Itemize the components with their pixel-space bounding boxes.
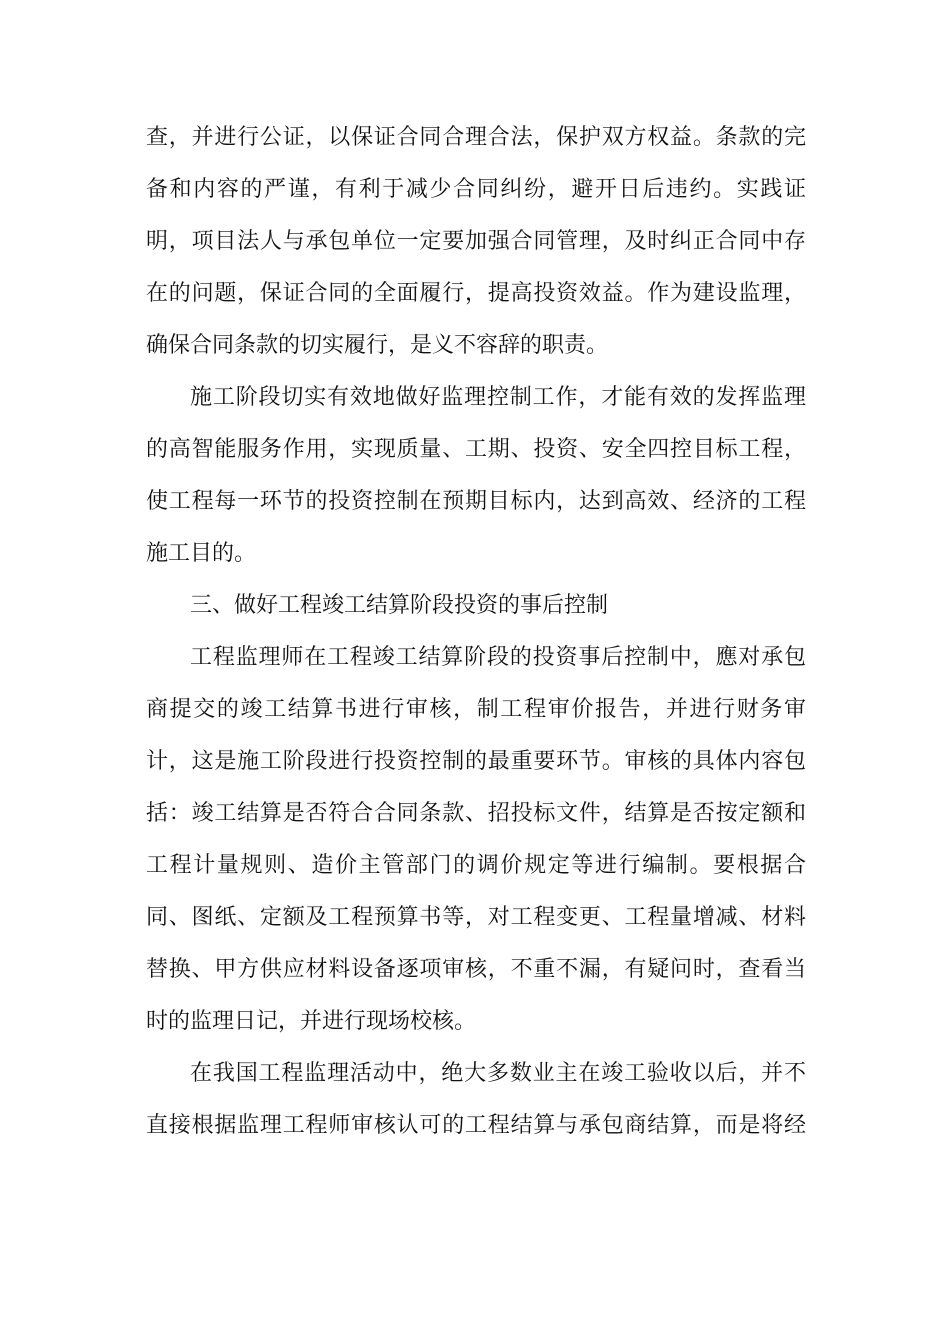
text-line: 商提交的竣工结算书进行审核，制工程审价报告，并进行财务审 — [146, 697, 806, 722]
text-line: 确保合同条款的切实履行，是义不容辞的职责。 — [146, 333, 609, 358]
text-line: 计，这是施工阶段进行投资控制的最重要环节。审核的具体内容包 — [146, 749, 806, 774]
paragraph-start-line: 施工阶段切实有效地做好监理控制工作，才能有效的发挥监理 — [190, 385, 806, 410]
body-text — [146, 112, 806, 1152]
text-line: 施工目的。 — [146, 541, 257, 566]
text-line: 时的监理日记，并进行现场校核。 — [146, 1009, 477, 1034]
text-line: 替换、甲方供应材料设备逐项审核，不重不漏，有疑问时，查看当 — [146, 957, 806, 982]
text-line: 工程计量规则、造价主管部门的调价规定等进行编制。要根据合 — [146, 853, 806, 878]
text-line: 查，并进行公证，以保证合同合理合法，保护双方权益。条款的完 — [146, 125, 806, 150]
text-line: 同、图纸、定额及工程预算书等，对工程变更、工程量增减、材料 — [146, 905, 806, 930]
text-line: 直接根据监理工程师审核认可的工程结算与承包商结算，而是将经 — [146, 1113, 806, 1138]
text-line: 在的问题，保证合同的全面履行，提高投资效益。作为建设监理， — [146, 281, 806, 306]
text-line: 括：竣工结算是否符合合同条款、招投标文件，结算是否按定额和 — [146, 801, 806, 826]
text-line: 使工程每一环节的投资控制在预期目标内，达到高效、经济的工程 — [146, 489, 806, 514]
text-line: 备和内容的严谨，有利于减少合同纠纷，避开日后违约。实践证 — [146, 177, 806, 202]
text-line: 的高智能服务作用，实现质量、工期、投资、安全四控目标工程， — [146, 437, 806, 462]
paragraph-start-line: 工程监理师在工程竣工结算阶段的投资事后控制中，應对承包 — [190, 645, 806, 670]
section-heading: 三、做好工程竣工结算阶段投资的事后控制 — [190, 593, 609, 618]
paragraph-start-line: 在我国工程监理活动中，绝大多数业主在竣工验收以后，并不 — [190, 1061, 806, 1086]
text-line: 明，项目法人与承包单位一定要加强合同管理，及时纠正合同中存 — [146, 229, 806, 254]
